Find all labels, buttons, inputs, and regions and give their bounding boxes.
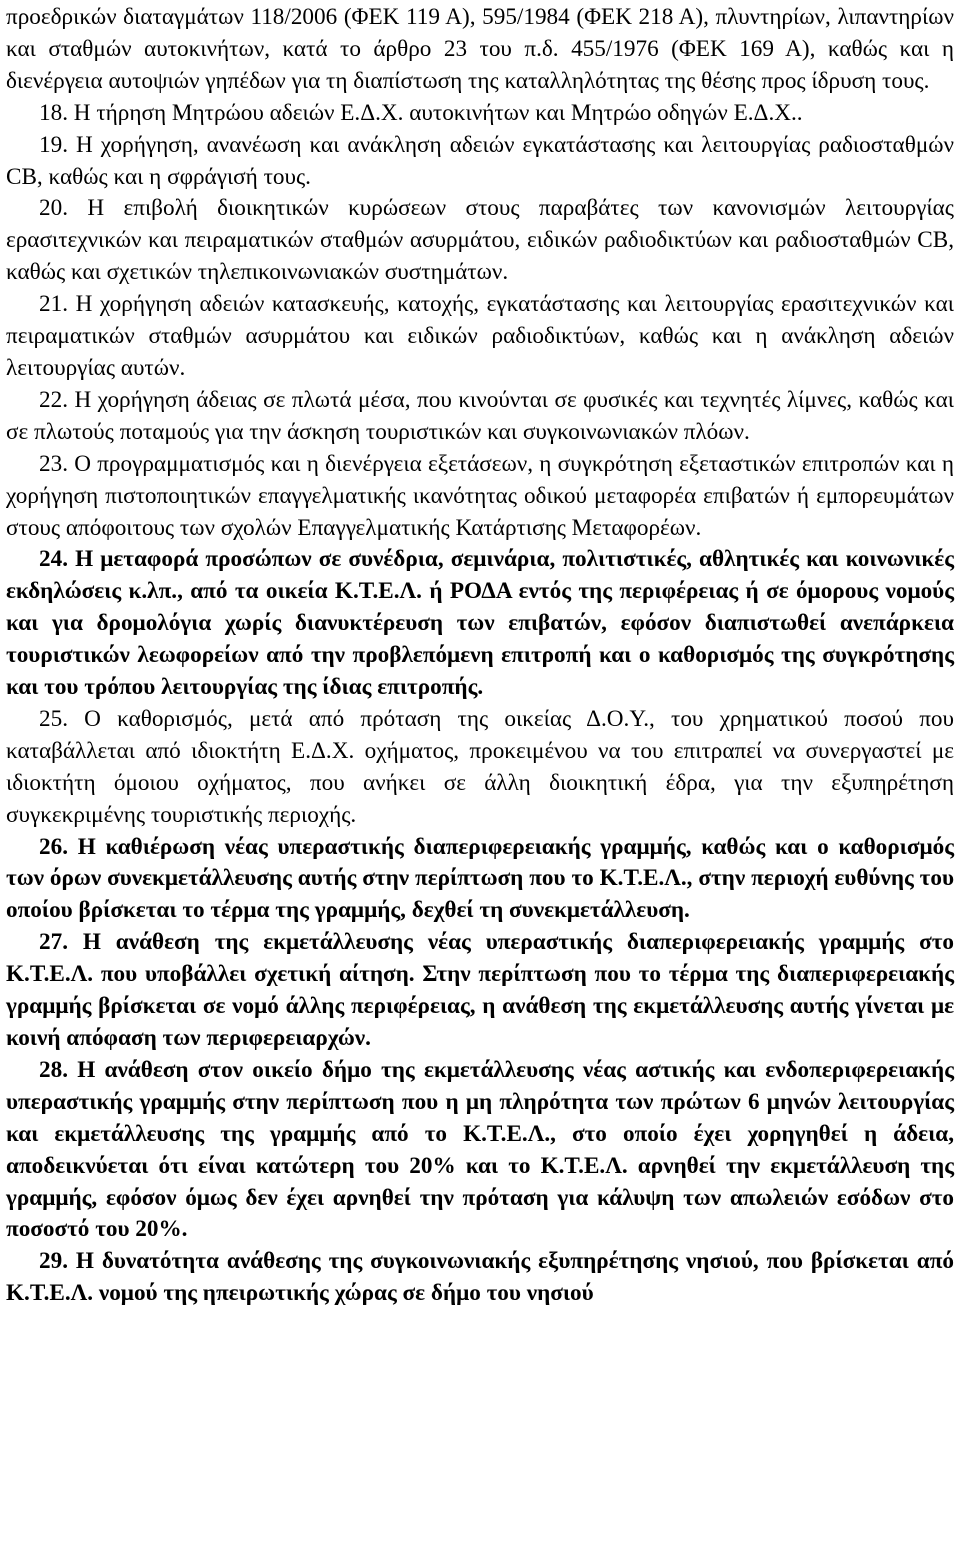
item-number: 22. <box>39 386 68 413</box>
paragraph-text: Ο καθορισμός, μετά από πρόταση της οικείας Δ.Ο.Υ., του χρηματικού ποσού που καταβάλλεται από ιδιοκτήτη Ε.Δ.Χ. οχήματος, προκειμένου να του επιτραπεί να συνεργαστεί με ιδιοκτήτη όμοιου οχήματος, που ανήκει σε άλλη διοικητική έδρα, για την εξυπηρέτηση συγκεκριμένης τουριστικής περιοχής. <box>6 705 954 828</box>
paragraph-text: Η χορήγηση, ανανέωση και ανάκληση αδειών εγκατάστασης και λειτουργίας ραδιοσταθμών CB, καθώς και η σφράγισή τους. <box>6 131 954 190</box>
paragraph-item-28 <box>6 1055 954 1246</box>
paragraph-text: Η καθιέρωση νέας υπεραστικής διαπεριφερειακής γραμμής, καθώς και ο καθορισμός των όρων συνεκμετάλλευσης αυτής στην περίπτωση που το Κ.Τ.Ε.Λ., στην περιοχή ευθύνης του οποίου βρίσκεται το τέρμα της γραμμής, δεχθεί τη συνεκμετάλλευση. <box>6 833 954 924</box>
paragraph-text: προεδρικών διαταγμάτων 118/2006 (ΦΕΚ 119 Α), 595/1984 (ΦΕΚ 218 Α), πλυντηρίων, λιπαντηρίων και σταθμών αυτοκινήτων, κατά το άρθρο 23 του π.δ. 455/1976 (ΦΕΚ 169 Α), καθώς και η διενέργεια αυτοψιών γηπέδων για τη διαπίστωση της καταλληλότητας της θέσης προς ίδρυση τους. <box>6 4 954 94</box>
paragraph-item-22 <box>6 385 954 449</box>
paragraph-item-23 <box>6 449 954 545</box>
item-number: 29. <box>39 1248 68 1275</box>
paragraph-text: Ο προγραμματισμός και η διενέργεια εξετάσεων, η συγκρότηση εξεταστικών επιτροπών και η χορήγηση πιστοποιητικών επαγγελματικής ικανότητας οδικού μεταφορέα επιβατών ή εμπορευμάτων στους απόφοιτους των σχολών Επαγγελματικής Κατάρτισης Μεταφορέων. <box>6 450 954 541</box>
paragraph-item-27 <box>6 927 954 1055</box>
paragraph-text: Η δυνατότητα ανάθεσης της συγκοινωνιακής εξυπηρέτησης νησιού, που βρίσκεται από Κ.Τ.Ε.Λ. νομού της ηπειρωτικής χώρας σε δήμο του νησιού <box>6 1248 954 1307</box>
item-number: 26. <box>39 833 68 860</box>
paragraph-continuation <box>6 2 954 98</box>
paragraph-text: Η επιβολή διοικητικών κυρώσεων στους παραβάτες των κανονισμών λειτουργίας ερασιτεχνικών και πειραματικών σταθμών ασυρμάτου, ειδικών ραδιοδικτύων και ραδιοσταθμών CB, καθώς και σχετικών τηλεπικοινωνιακών συστημάτων. <box>6 195 954 286</box>
item-number: 27. <box>39 929 68 956</box>
paragraph-item-21 <box>6 289 954 385</box>
item-number: 23. <box>39 450 68 477</box>
paragraph-text: Η ανάθεση στον οικείο δήμο της εκμετάλλευσης νέας αστικής και ενδοπεριφερειακής υπεραστικής γραμμής στην περίπτωση που η μη πληρότητα των πρώτων 6 μηνών λειτουργίας και εκμετάλλευσης της γραμμής από το Κ.Τ.Ε.Λ., στο οποίο έχει χορηγηθεί η άδεια, αποδεικνύεται ότι είναι κατώτερη του 20% και το Κ.Τ.Ε.Λ. αρνηθεί την εκμετάλλευση της γραμμής, εφόσον όμως δεν έχει αρνηθεί την πρόταση για κάλυψη των απωλειών εσόδων στο ποσοστό του 20%. <box>6 1056 954 1243</box>
paragraph-item-25 <box>6 704 954 832</box>
paragraph-item-20 <box>6 193 954 289</box>
item-number: 25. <box>39 705 68 732</box>
item-number: 21. <box>39 291 68 318</box>
paragraph-item-19 <box>6 130 954 194</box>
item-number: 28. <box>39 1056 68 1083</box>
paragraph-item-24 <box>6 544 954 704</box>
item-number: 18. <box>39 99 68 126</box>
paragraph-item-18 <box>6 98 954 130</box>
paragraph-item-29 <box>6 1246 954 1310</box>
paragraph-text: Η χορήγηση αδειών κατασκευής, κατοχής, εγκατάστασης και λειτουργίας ερασιτεχνικών και πειραματικών σταθμών ασυρμάτου και ειδικών ραδιοδικτύων, καθώς και η ανάκληση αδειών λειτουργίας αυτών. <box>6 291 954 381</box>
paragraph-text: Η μεταφορά προσώπων σε συνέδρια, σεμινάρια, πολιτιστικές, αθλητικές και κοινωνικές εκδηλώσεις κ.λπ., από τα οικεία Κ.Τ.Ε.Λ. ή ΡΟΔΑ εντός της περιφέρειας ή σε όμορους νομούς και για δρομολόγια χωρίς διανυκτέρευση των επιβατών, εφόσον διαπιστωθεί ανεπάρκεια τουριστικών λεωφορείων από την προβλεπόμενη επιτροπή και ο καθορισμός της συγκρότησης και του τρόπου λειτουργίας της ίδιας επιτροπής. <box>6 546 954 701</box>
document-page <box>6 2 954 1310</box>
item-number: 24. <box>39 546 68 573</box>
item-number: 20. <box>39 195 68 222</box>
paragraph-text: Η ανάθεση της εκμετάλλευσης νέας υπεραστικής διαπεριφερειακής γραμμής στο Κ.Τ.Ε.Λ. που υποβάλλει σχετική αίτηση. Στην περίπτωση που το τέρμα της διαπεριφερειακής γραμμής βρίσκεται σε νομό άλλης περιφέρειας, η ανάθεση της εκμετάλλευσης αυτής γίνεται με κοινή απόφαση των περιφερειαρχών. <box>6 929 954 1051</box>
paragraph-text: Η τήρηση Μητρώου αδειών Ε.Δ.Χ. αυτοκινήτων και Μητρώο οδηγών Ε.Δ.Χ.. <box>67 99 803 126</box>
paragraph-item-26 <box>6 832 954 928</box>
item-number: 19. <box>39 131 68 158</box>
paragraph-text: Η χορήγηση άδειας σε πλωτά μέσα, που κινούνται σε φυσικές και τεχνητές λίμνες, καθώς και σε πλωτούς ποταμούς για την άσκηση τουριστικών και συγκοινωνιακών πλόων. <box>6 386 954 445</box>
